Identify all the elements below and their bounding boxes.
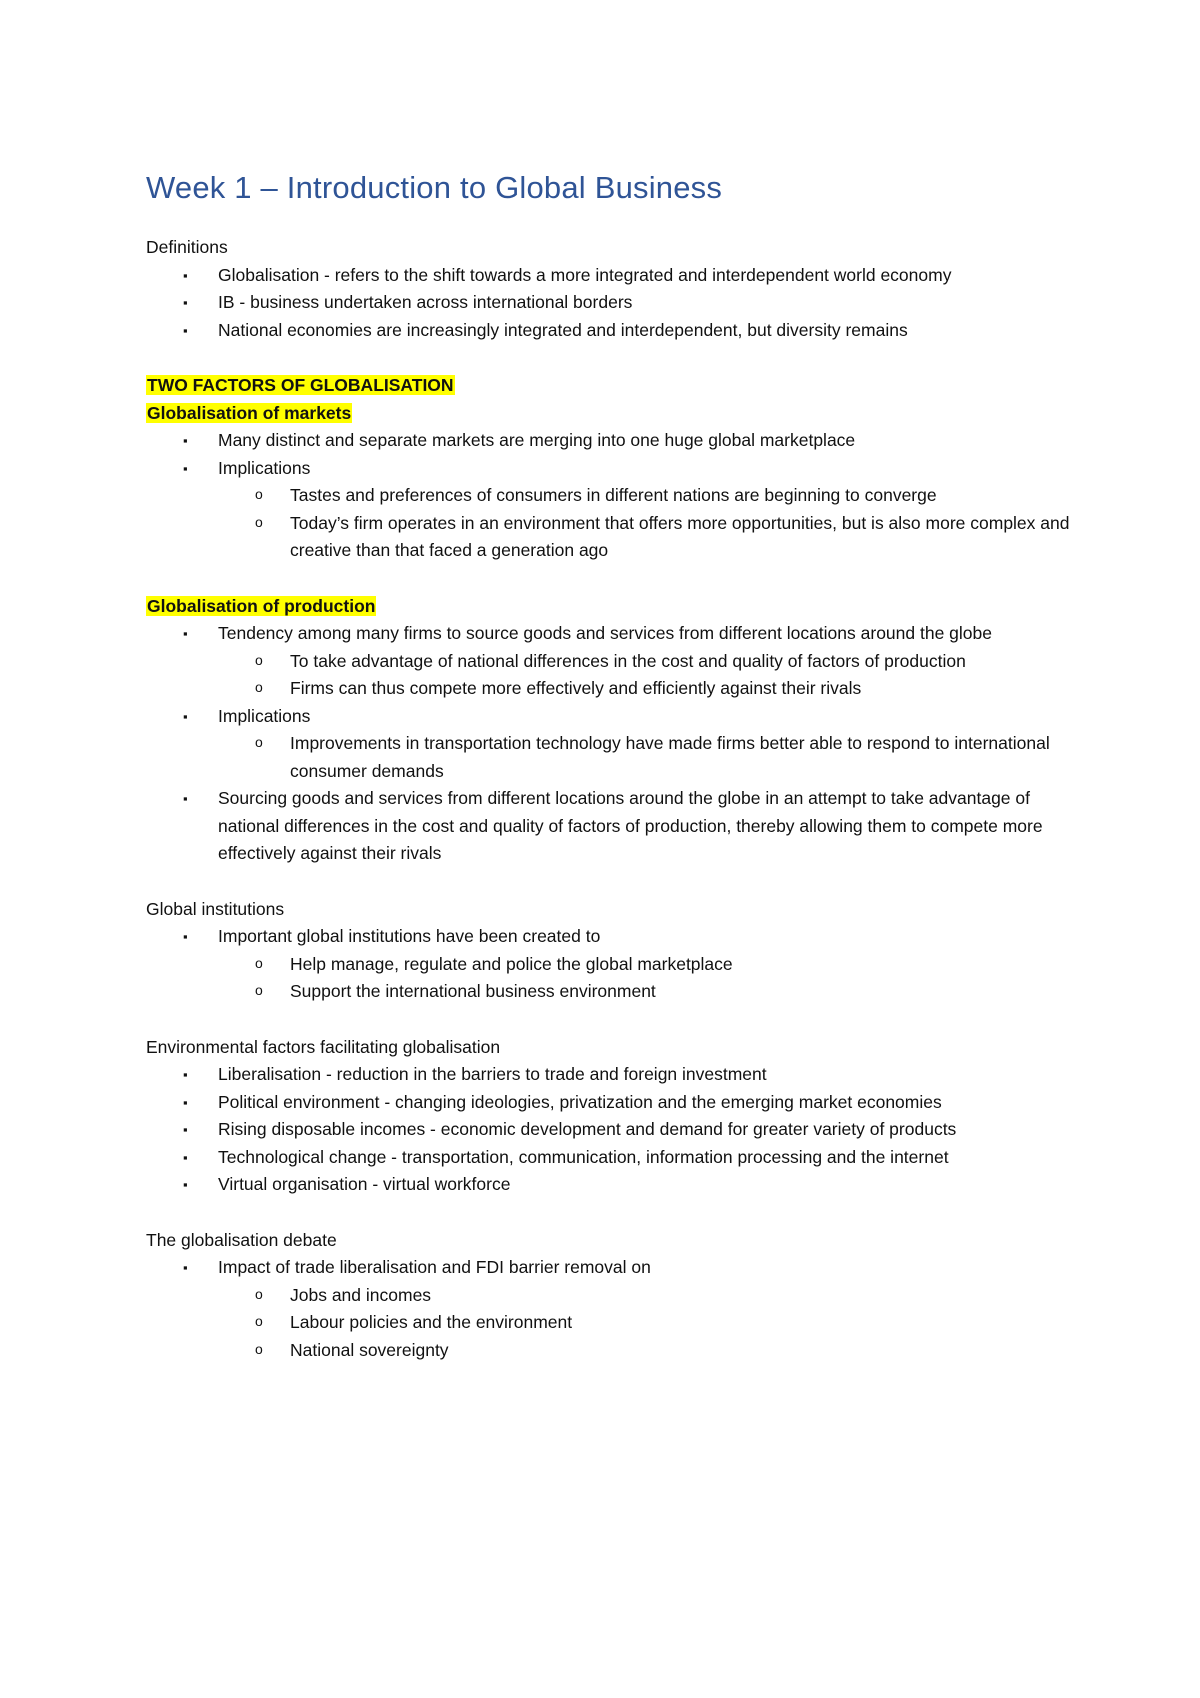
list-item-label: Important global institutions have been created to <box>218 926 601 946</box>
environmental-heading: Environmental factors facilitating globalisation <box>146 1036 501 1057</box>
list-item: ▪ IB - business undertaken across international borders <box>146 289 1076 317</box>
markets-sublist <box>218 482 1076 565</box>
list-item-label: Impact of trade liberalisation and FDI barrier removal on <box>218 1257 651 1277</box>
list-item-label: Implications <box>218 457 311 478</box>
sub-list-item: o Support the international business environment <box>218 978 1076 1006</box>
list-item: ▪ Liberalisation - reduction in the barriers to trade and foreign investment <box>146 1061 1076 1089</box>
production-implications-sublist <box>218 730 1076 785</box>
institutions-list <box>146 923 1076 1006</box>
list-item: ▪ Globalisation - refers to the shift towards a more integrated and interdependent world economy <box>146 262 1076 290</box>
sub-list-item: o Improvements in transportation technology have made firms better able to respond to international consumer demands <box>218 730 1076 785</box>
sub-list-item: o To take advantage of national differences in the cost and quality of factors of production <box>218 648 1076 676</box>
list-item <box>146 620 1076 703</box>
production-list <box>146 620 1076 868</box>
environmental-section <box>146 1034 1076 1199</box>
markets-heading: Globalisation of markets <box>147 402 352 423</box>
list-item: ▪ Sourcing goods and services from different locations around the globe in an attempt to take advantage of national differences in the cost and quality of factors of production, thereby allowing them to compete more effectively against their rivals <box>146 785 1076 868</box>
debate-section <box>146 1227 1076 1365</box>
definitions-list <box>146 262 1076 345</box>
list-item: ▪ Rising disposable incomes - economic development and demand for greater variety of products <box>146 1116 1076 1144</box>
production-sublist <box>218 648 1076 703</box>
definitions-section <box>146 234 1076 344</box>
sub-list-item: o Today’s firm operates in an environment that offers more opportunities, but is also more complex and creative than that faced a generation ago <box>218 510 1076 565</box>
institutions-sublist <box>218 951 1076 1006</box>
list-item <box>146 455 1076 565</box>
list-item: ▪ Many distinct and separate markets are merging into one huge global marketplace <box>146 427 1076 455</box>
sub-list-item: o National sovereignty <box>218 1337 1076 1365</box>
debate-heading: The globalisation debate <box>146 1229 337 1250</box>
definitions-heading: Definitions <box>146 237 228 257</box>
debate-sublist <box>218 1282 1076 1365</box>
list-item: ▪ Political environment - changing ideologies, privatization and the emerging market economies <box>146 1089 1076 1117</box>
institutions-heading: Global institutions <box>146 898 285 919</box>
markets-list <box>146 427 1076 565</box>
production-heading: Globalisation of production <box>147 595 376 616</box>
list-item <box>146 1254 1076 1364</box>
document-page <box>146 168 1076 1364</box>
page-title: Week 1 – Introduction to Global Business <box>146 170 723 205</box>
list-item <box>146 703 1076 786</box>
institutions-section <box>146 896 1076 1006</box>
list-item <box>146 923 1076 1006</box>
list-item: ▪ Technological change - transportation, communication, information processing and the internet <box>146 1144 1076 1172</box>
sub-list-item: o Labour policies and the environment <box>218 1309 1076 1337</box>
markets-section <box>146 372 1076 565</box>
production-section <box>146 593 1076 868</box>
list-item: ▪ National economies are increasingly integrated and interdependent, but diversity remains <box>146 317 1076 345</box>
factors-heading: TWO FACTORS OF GLOBALISATION <box>147 375 454 395</box>
debate-list <box>146 1254 1076 1364</box>
list-item-label: Implications <box>218 705 311 726</box>
list-item: ▪ Virtual organisation - virtual workforce <box>146 1171 1076 1199</box>
sub-list-item: o Help manage, regulate and police the global marketplace <box>218 951 1076 979</box>
sub-list-item: o Jobs and incomes <box>218 1282 1076 1310</box>
sub-list-item: o Firms can thus compete more effectively and efficiently against their rivals <box>218 675 1076 703</box>
list-item-label: Tendency among many firms to source goods and services from different locations around the globe <box>218 623 992 643</box>
sub-list-item: o Tastes and preferences of consumers in different nations are beginning to converge <box>218 482 1076 510</box>
environmental-list <box>146 1061 1076 1199</box>
